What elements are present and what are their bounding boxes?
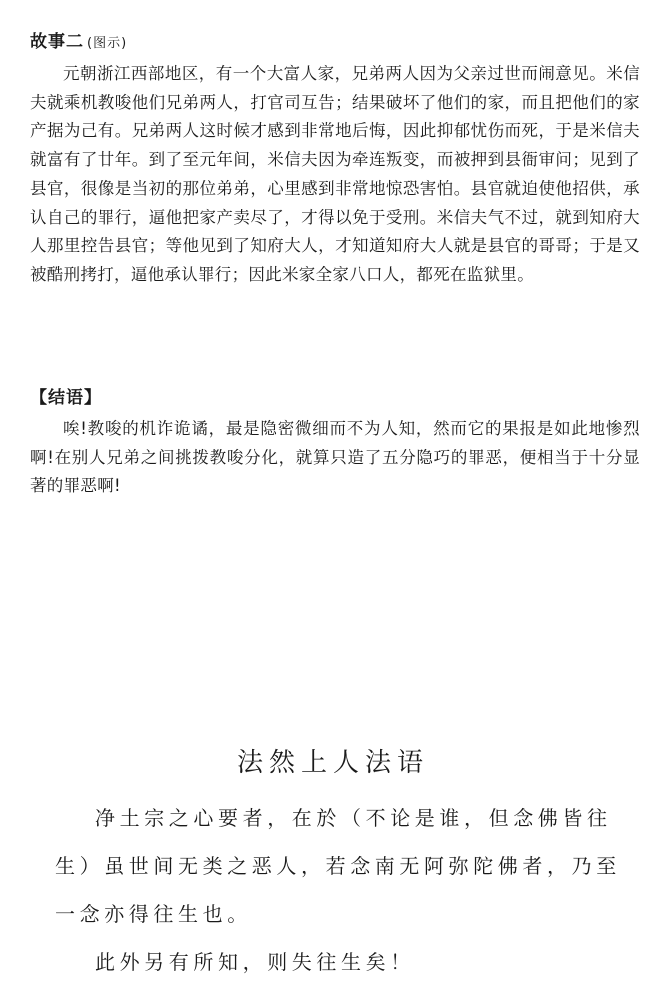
- story-body-text: 元朝浙江西部地区，有一个大富人家，兄弟两人因为父亲过世而闹意见。米信夫就乘机教唆他们兄弟两人，打官司互告；结果破坏了他们的家，而且把他们的家产据为己有。兄弟两人这时候才感到非常地后悔，因此抑郁忧伤而死，于是米信夫就富有了廿年。到了至元年间，米信夫因为牵连叛变，而被押到县衙审问；见到了县官，很像是当初的那位弟弟，心里感到非常地惊恐害怕。县官就迫使他招供，承认自己的罪行，逼他把家产卖尽了，才得以免于受刑。米信夫气不过，就到知府大人那里控告县官；等他见到了知府大人，才知道知府大人就是县官的哥哥；于是又被酷刑拷打，逼他承认罪行；因此米家全家八口人，都死在监狱里。: [30, 64, 640, 284]
- story-heading-note: (图示): [87, 36, 128, 51]
- story-title: 故事二: [30, 32, 84, 52]
- dharma-paragraph-2: 此外另有所知，则失往生矣！: [95, 950, 415, 974]
- conclusion-body-text: 唉!教唆的机诈诡谲，最是隐密微细而不为人知，然而它的果报是如此地惨烈啊!在别人兄弟之间挑拨教唆分化，就算只造了五分隐巧的罪恶，便相当于十分显著的罪恶啊!: [30, 419, 640, 496]
- dharma-paragraph-1: 净土宗之心要者，在於（不论是谁，但念佛皆往生）虽世间无类之恶人，若念南无阿弥陀佛者，乃至一念亦得往生也。: [55, 806, 621, 926]
- conclusion-heading: 【结语】: [30, 388, 102, 408]
- dharma-section-title: 法然上人法语: [236, 748, 429, 778]
- story-heading: [30, 30, 127, 56]
- dharma-section-body: [55, 794, 635, 986]
